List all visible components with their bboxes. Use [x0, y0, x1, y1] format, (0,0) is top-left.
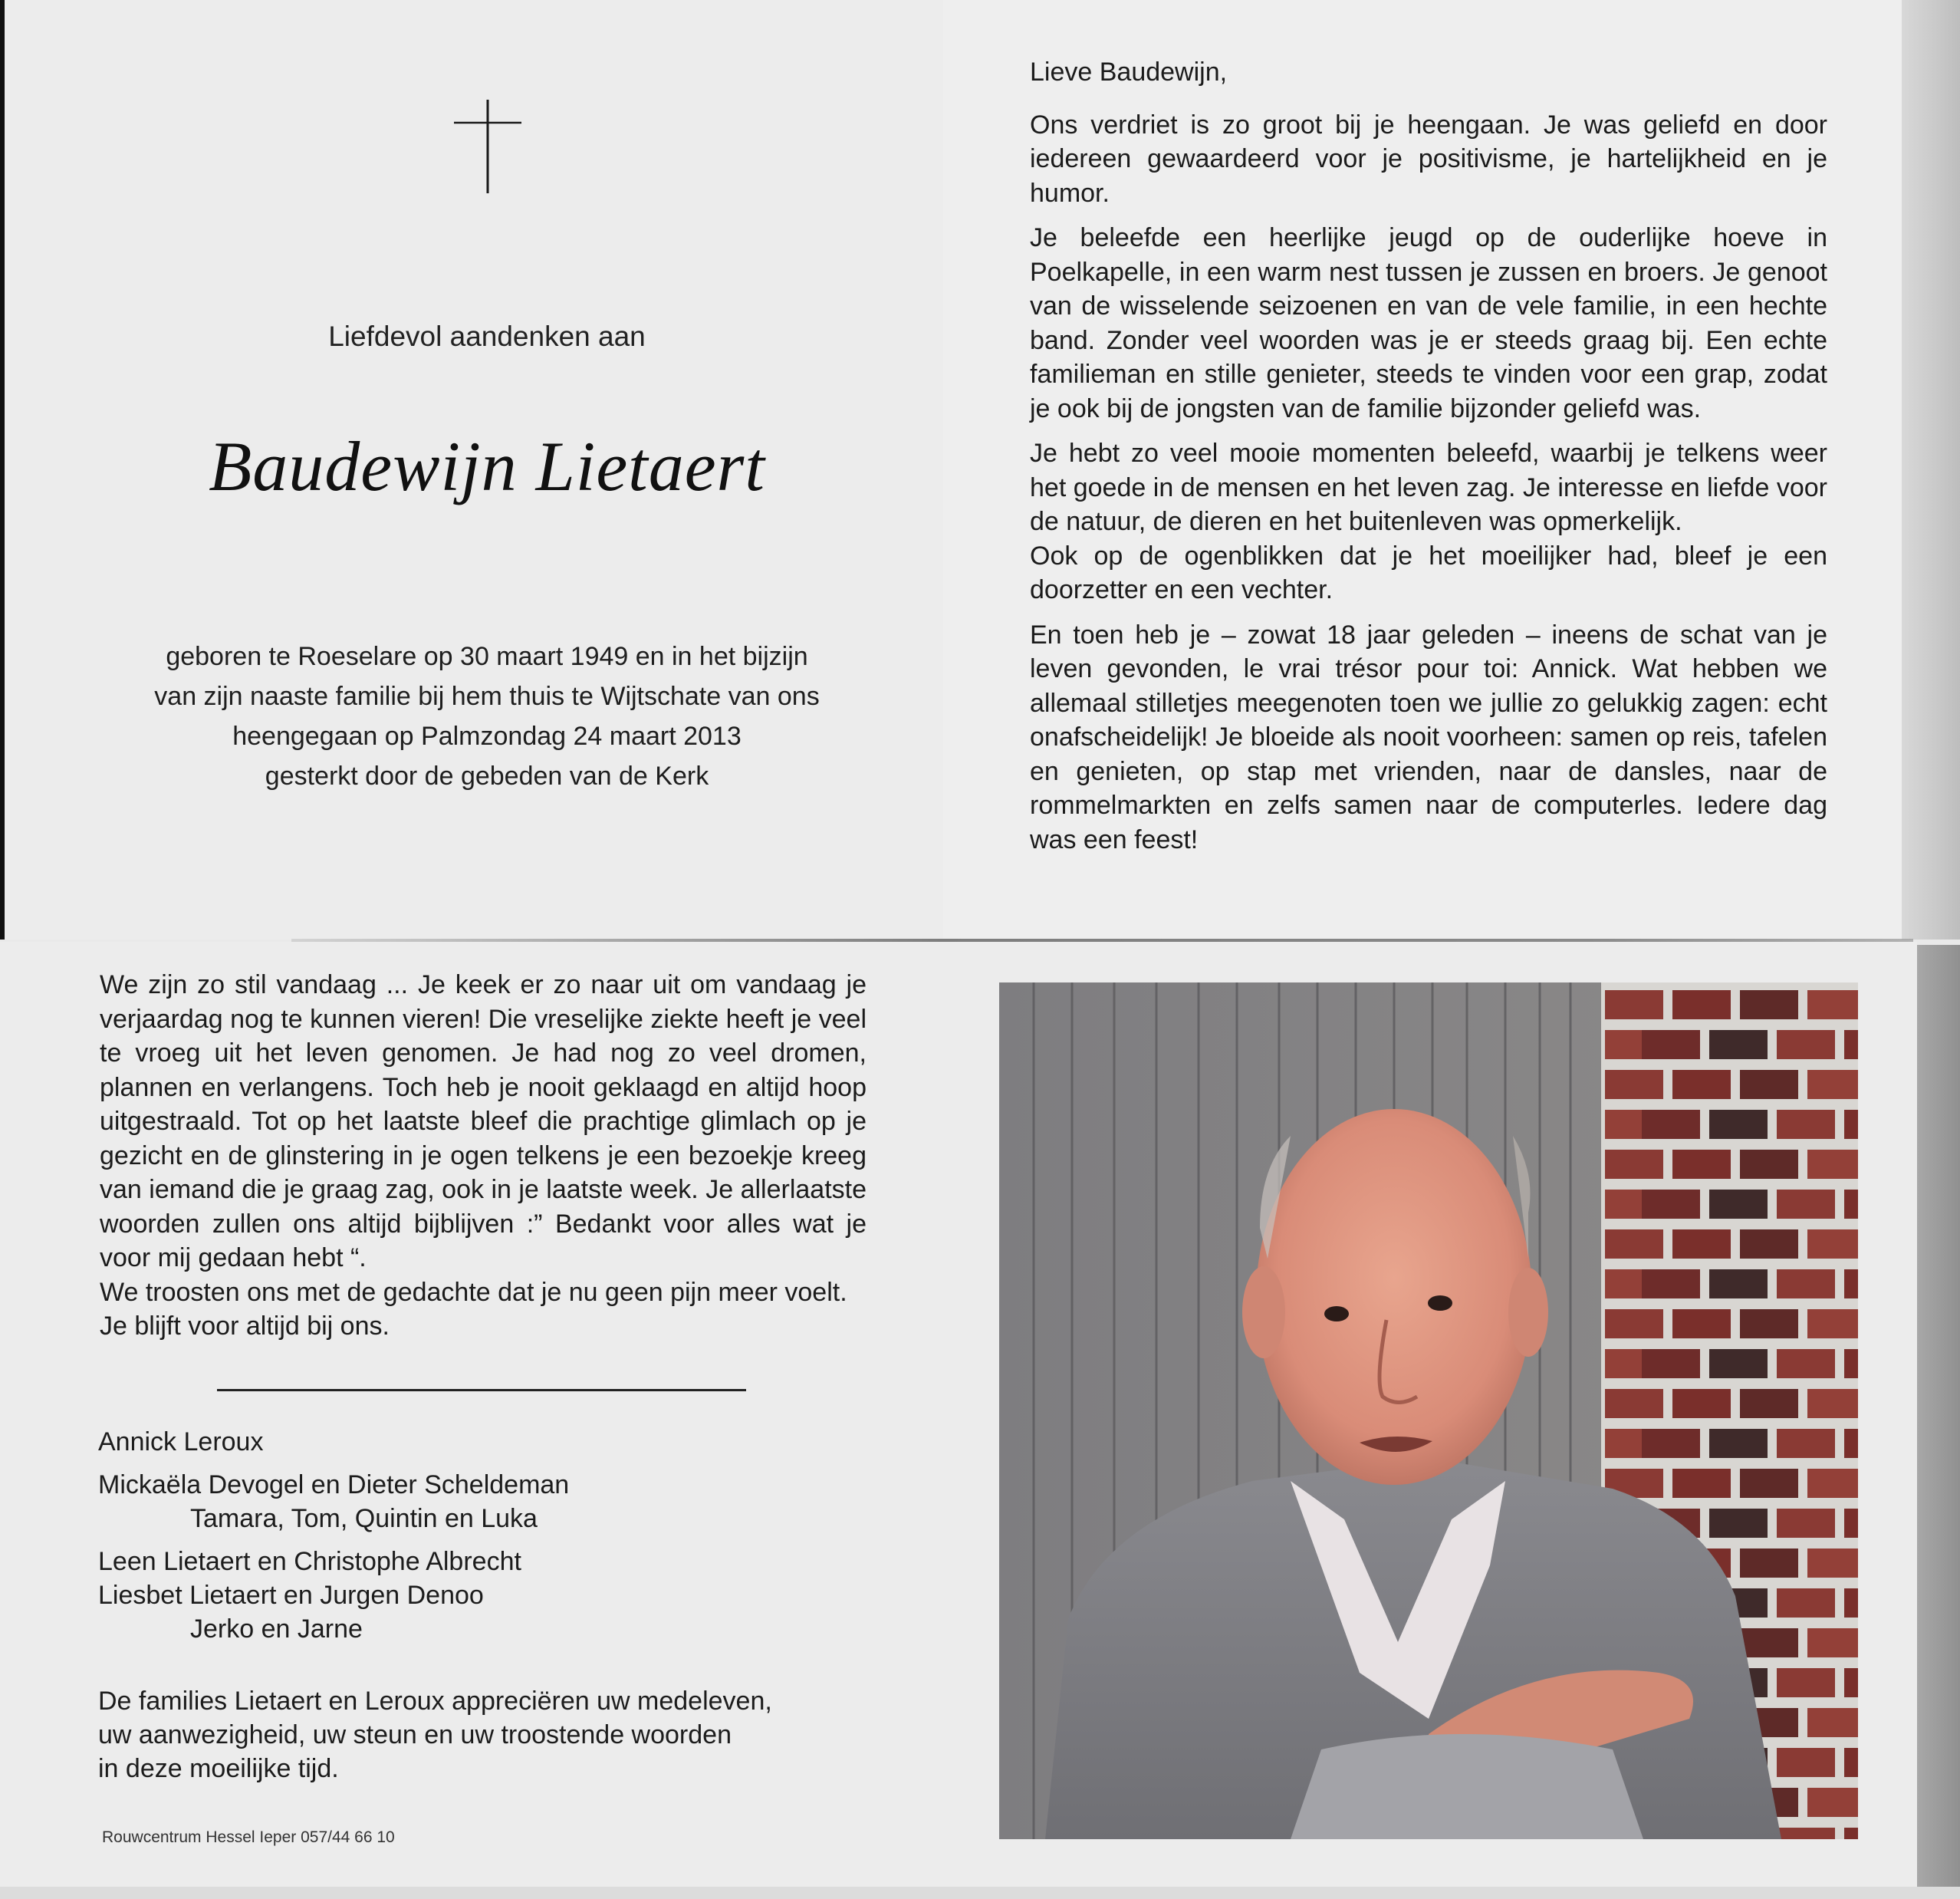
brick [1672, 990, 1731, 1019]
brick [1807, 1628, 1858, 1657]
brick [1844, 1269, 1858, 1298]
brick [1605, 1229, 1663, 1259]
brick [1642, 1030, 1700, 1059]
brick [1807, 1788, 1858, 1817]
brick [1740, 1150, 1798, 1179]
brick [1777, 1588, 1835, 1618]
brick [1807, 1548, 1858, 1578]
brick [1709, 1509, 1768, 1538]
brick [1740, 1628, 1798, 1657]
brick [1844, 1030, 1858, 1059]
cross-icon [452, 98, 523, 195]
brick [1642, 1190, 1700, 1219]
brick [1642, 1110, 1700, 1139]
brick [1777, 1668, 1835, 1697]
brick [1807, 1070, 1858, 1099]
details-line: geboren te Roeselare op 30 maart 1949 en in het bijzijn [166, 642, 808, 671]
letter-right [1030, 55, 1827, 867]
details-line: van zijn naaste familie bij hem thuis te Wijtschate van ons [154, 682, 820, 711]
letter-paragraph: Je beleefde een heerlijke jeugd op de ouderlijke hoeve in Poelkapelle, in een warm nest tussen je zussen en broers. Je genoot van de wisselende seizoenen en van de vele familie, in een hechte band. Zonder veel woorden was je er steeds graag bij. Een echte familieman en stille genieter, steeds te vinden voor een grap, zodat je ook bij de jongsten van de familie bijzonder geliefd was. [1030, 223, 1827, 423]
brick [1777, 1509, 1835, 1538]
scan-edge-right-lower [1917, 945, 1960, 1899]
family-list [98, 1425, 903, 1655]
brick [1807, 1229, 1858, 1259]
thanks-message [98, 1684, 903, 1785]
brick [1672, 1389, 1731, 1418]
brick [1672, 1229, 1731, 1259]
brick [1844, 1190, 1858, 1219]
letter-paragraph: Ons verdriet is zo groot bij je heengaan. Je was geliefd en door iedereen gewaardeerd voor je positivisme, je hartelijkheid en je humor. [1030, 110, 1827, 208]
thanks-line: uw aanwezigheid, uw steun en uw troostende woorden [98, 1720, 732, 1749]
intro-text: Liefdevol aandenken aan [328, 321, 646, 352]
brick [1605, 1389, 1663, 1418]
brick [1709, 1030, 1768, 1059]
brick [1740, 1548, 1798, 1578]
details-line: gesterkt door de gebeden van de Kerk [265, 762, 709, 791]
brick [1642, 1349, 1700, 1378]
brick [1709, 1429, 1768, 1458]
brick [1777, 1828, 1835, 1839]
brick [1709, 1349, 1768, 1378]
brick [1672, 1150, 1731, 1179]
brick [1777, 1269, 1835, 1298]
family-parents: Mickaëla Devogel en Dieter Scheldeman [98, 1470, 570, 1499]
scan-edge-right [1902, 0, 1960, 940]
brick [1844, 1509, 1858, 1538]
brick [1642, 1429, 1700, 1458]
thanks-line: De families Lietaert en Leroux appreciëren uw medeleven, [98, 1687, 772, 1716]
brick [1605, 990, 1663, 1019]
scan-edge-left [0, 0, 5, 940]
eye-left [1324, 1306, 1349, 1321]
brick [1844, 1828, 1858, 1839]
brick [1807, 1389, 1858, 1418]
funeral-home-credit: Rouwcentrum Hessel Ieper 057/44 66 10 [102, 1828, 395, 1846]
brick [1642, 1269, 1700, 1298]
brick [1740, 1229, 1798, 1259]
family-group [98, 1468, 903, 1535]
portrait-photo [999, 982, 1858, 1839]
brick [1807, 1150, 1858, 1179]
crossed-arms [1291, 1734, 1643, 1839]
deceased-name: Baudewijn Lietaert [209, 427, 765, 505]
brick [1605, 1309, 1663, 1338]
brick [1740, 990, 1798, 1019]
details-line: heengegaan op Palmzondag 24 maart 2013 [232, 722, 742, 751]
letter-paragraph: We zijn zo stil vandaag ... Je keek er zo naar uit om vandaag je verjaardag nog te kunnen vieren! Die vreselijke ziekte heeft je veel te vroeg uit het leven genomen. Je had nog zo veel dromen, plannen en verlangens. Toch heb je nooit geklaagd en altijd hoop uitgestraald. Tot op het laatste bleef die prachtige glimlach op je gezicht en de glinstering in je ogen telkens je een bezoekje kreeg van iemand die je graag zag, ook in je laatste week. Je allerlaatste woorden zullen ons altijd bijblijven :” Bedankt voor alles wat je voor mij gedaan hebt “. [100, 970, 867, 1272]
brick [1740, 1309, 1798, 1338]
brick [1709, 1190, 1768, 1219]
brick [1777, 1190, 1835, 1219]
brick [1777, 1429, 1835, 1458]
family-children: Jerko en Jarne [190, 1614, 363, 1644]
brick [1807, 990, 1858, 1019]
brick [1672, 1309, 1731, 1338]
brick [1709, 1110, 1768, 1139]
letter-paragraph: Je hebt zo veel mooie momenten beleefd, waarbij je telkens weer het goede in de mensen en het leven zag. Je interesse en liefde voor de natuur, de dieren en het buitenleven was opmerkelijk. [1030, 439, 1827, 536]
letter-greeting: Lieve Baudewijn, [1030, 58, 1228, 87]
family-group [98, 1545, 903, 1646]
brick [1807, 1708, 1858, 1737]
brick [1844, 1110, 1858, 1139]
letter-paragraph: Je blijft voor altijd bij ons. [100, 1312, 390, 1341]
letter-paragraph: Ook op de ogenblikken dat je het moeilijker had, bleef je een doorzetter en een vechter. [1030, 541, 1827, 604]
brick [1605, 1070, 1663, 1099]
brick [1605, 1150, 1663, 1179]
brick [1777, 1030, 1835, 1059]
letter-left [100, 968, 867, 1344]
family-partner: Annick Leroux [98, 1427, 264, 1456]
brick [1844, 1429, 1858, 1458]
head [1256, 1109, 1532, 1485]
family-parents: Leen Lietaert en Christophe Albrecht [98, 1547, 521, 1576]
brick [1807, 1469, 1858, 1498]
birth-death-details [92, 637, 882, 796]
brick [1740, 1389, 1798, 1418]
brick [1740, 1070, 1798, 1099]
family-children: Tamara, Tom, Quintin en Luka [190, 1504, 538, 1533]
brick [1777, 1110, 1835, 1139]
brick [1672, 1469, 1731, 1498]
brick [1740, 1469, 1798, 1498]
brick [1777, 1748, 1835, 1777]
eye-right [1428, 1295, 1452, 1311]
brick [1844, 1588, 1858, 1618]
card-fold-seam [291, 939, 1913, 942]
letter-paragraph: En toen heb je – zowat 18 jaar geleden – ineens de schat van je leven gevonden, le vrai trésor pour toi: Annick. Wat hebben we allemaal stilletjes meegenoten toen we jullie zo gelukkig zagen: echt onafscheidelijk! Je bloeide als nooit voorheen: samen op reis, tafelen en genieten, op stap met vrienden, naar de dansles, naar de rommelmarkten en zelfs samen naar de computerles. Iedere dag was een feest! [1030, 620, 1827, 854]
thanks-line: in deze moeilijke tijd. [98, 1754, 339, 1783]
brick [1844, 1668, 1858, 1697]
brick [1709, 1269, 1768, 1298]
brick [1807, 1309, 1858, 1338]
brick [1777, 1349, 1835, 1378]
letter-paragraph: We troosten ons met de gedachte dat je nu geen pijn meer voelt. [100, 1277, 847, 1307]
brick [1844, 1349, 1858, 1378]
brick [1844, 1748, 1858, 1777]
family-parents: Liesbet Lietaert en Jurgen Denoo [98, 1581, 484, 1610]
scan-edge-bottom [0, 1887, 1960, 1899]
divider-line [217, 1389, 746, 1391]
brick [1672, 1070, 1731, 1099]
